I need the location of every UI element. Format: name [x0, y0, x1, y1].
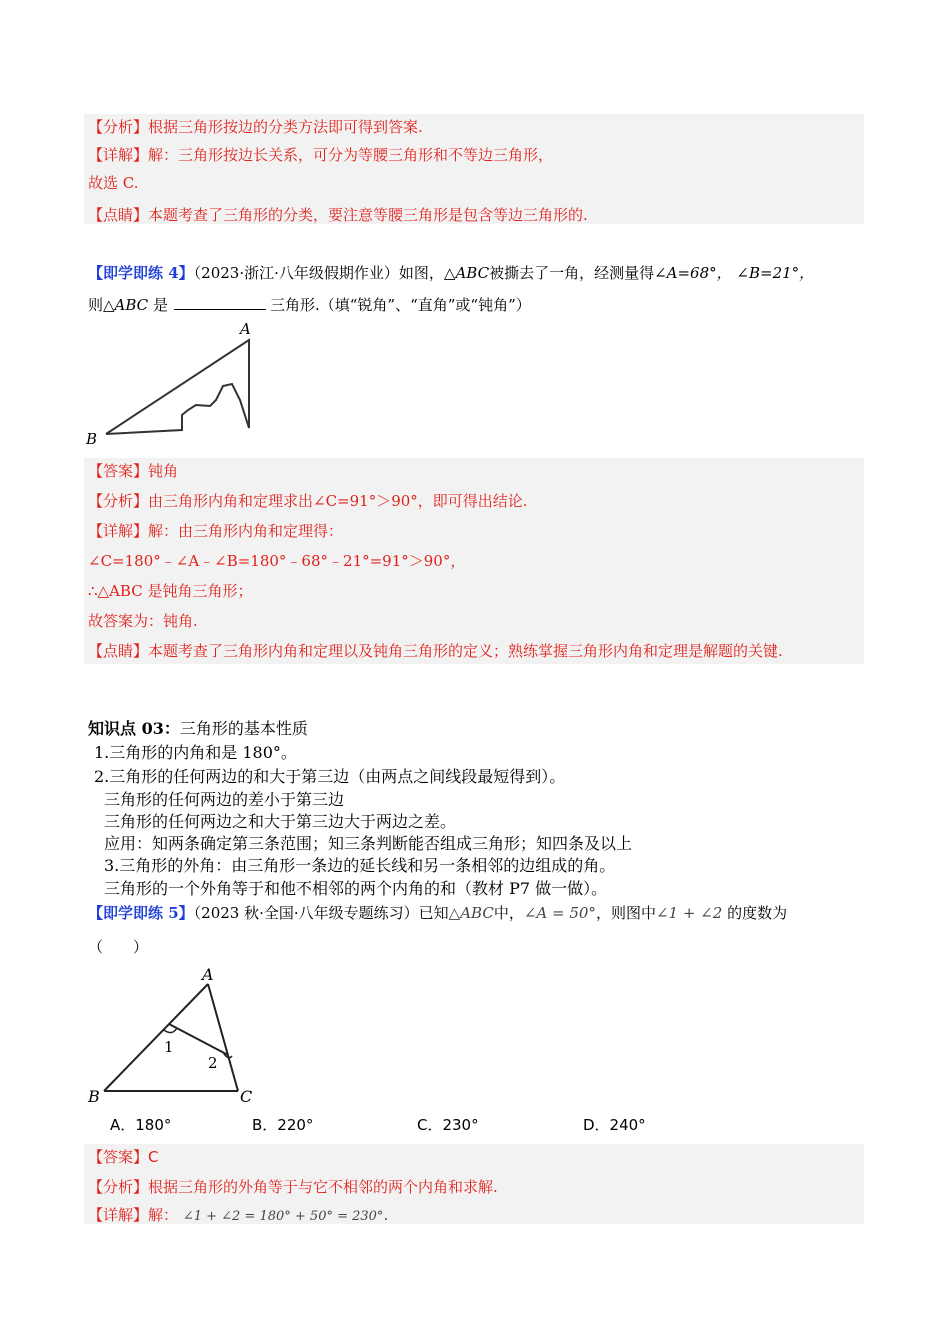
question-text: 三角形.（填“锐角”、“直角”或“钝角”）	[269, 296, 531, 314]
kp-text: 三角形的任何两边之和大于第三边大于两边之差。	[104, 812, 457, 831]
kp-text: 应用：知两条确定第三条范围；知三条判断能否组成三角形；知四条及以上	[104, 834, 633, 853]
angle-b: ∠B=21°，	[736, 264, 815, 282]
detail-text: 解：	[148, 1206, 179, 1224]
question-4-line-1	[88, 262, 814, 284]
kp-item-2c	[104, 833, 632, 855]
detail-end: .	[383, 1206, 389, 1224]
therefore-text: ∴△ABC 是钝角三角形；	[88, 582, 253, 600]
kp-item-2b	[104, 811, 456, 833]
question-source: （2023 秋·全国·八年级专题练习）	[193, 904, 419, 922]
question-4-line-2	[88, 294, 531, 316]
answer-paren[interactable]: （ ）	[88, 938, 149, 956]
angle-label-1: 1	[164, 1038, 174, 1056]
kp-item-2	[94, 766, 565, 788]
kp-text: 1.三角形的内角和是 180°。	[94, 743, 297, 762]
analysis-tag: 【分析】	[88, 118, 149, 136]
answer-blank[interactable]	[174, 295, 266, 310]
answer-tag: 【答案】	[88, 1148, 149, 1166]
kp-item-1	[94, 742, 297, 764]
analysis-text: 根据三角形按边的分类方法即可得到答案.	[148, 118, 423, 136]
detail-text: 解：由三角形内角和定理得：	[148, 522, 344, 540]
choice-text: 故选 C.	[88, 174, 139, 192]
note-line-1	[88, 204, 588, 226]
question-text: 是	[152, 296, 168, 314]
triangle-symbol: △ABC	[448, 904, 494, 922]
detail-line-4	[88, 520, 343, 542]
vertex-label-c: C	[240, 1087, 253, 1106]
kp-text: 三角形的任何两边的差小于第三边	[104, 790, 345, 809]
analysis-text: 根据三角形的外角等于与它不相邻的两个内角和求解.	[148, 1178, 498, 1196]
answer-text: 钝角	[148, 462, 179, 480]
analysis-line-5	[88, 1176, 498, 1198]
angle-condition: ∠A = 50°	[523, 904, 596, 922]
calc-line-4	[88, 550, 465, 572]
analysis-line-4	[88, 490, 528, 512]
knowledge-point-heading	[88, 718, 308, 740]
torn-triangle-shape	[106, 340, 249, 434]
option-text: D．240°	[583, 1116, 646, 1134]
angle-expression: ∠1 + ∠2	[655, 904, 723, 922]
question-text: 如图，	[398, 264, 444, 282]
kp-item-3a	[104, 878, 607, 900]
torn-triangle-figure	[80, 318, 280, 448]
analysis-text: 由三角形内角和定理求出∠C=91°＞90°，即可得出结论.	[148, 492, 528, 510]
answer-line-4	[88, 460, 178, 482]
calc-text: ∠C=180°﹣∠A﹣∠B=180°﹣68°﹣21°=91°＞90°，	[88, 552, 466, 570]
vertex-label-b: B	[86, 430, 98, 448]
note-text: 本题考查了三角形的分类，要注意等腰三角形是包含等边三角形的.	[148, 206, 588, 224]
note-tag: 【点睛】	[88, 206, 149, 224]
detail-tag: 【详解】	[88, 146, 149, 164]
question-text: ，则图中	[595, 904, 656, 922]
detail-line-5	[88, 1204, 388, 1228]
option-text: A．180°	[110, 1116, 172, 1134]
practice-label: 【即学即练 5】	[88, 904, 194, 922]
question-5-line-1	[88, 902, 787, 924]
detail-text: 解：三角形按边长关系，可分为等腰三角形和不等边三角形，	[148, 146, 554, 164]
triangle-figure-q5	[80, 960, 270, 1106]
answer-text: C	[148, 1148, 159, 1166]
final-text: 故答案为：钝角.	[88, 612, 198, 630]
practice-label: 【即学即练 4】	[88, 264, 194, 282]
answer-line-5	[88, 1146, 159, 1168]
choice-line-1	[88, 172, 138, 194]
kp-text: 三角形的一个外角等于和他不相邻的两个内角的和（教材 P7 做一做）。	[104, 879, 608, 898]
angle-label-2: 2	[208, 1054, 218, 1072]
knowledge-point-title: 三角形的基本性质	[179, 719, 308, 738]
knowledge-point-label: 知识点 03：	[88, 719, 180, 738]
note-line-4	[88, 640, 783, 662]
vertex-label-b: B	[88, 1087, 100, 1106]
detail-equation: ∠1 + ∠2 = 180° + 50° = 230°	[182, 1209, 384, 1224]
angle-a: ∠A=68°，	[654, 264, 732, 282]
kp-text: 2.三角形的任何两边的和大于第三边（由两点之间线段最短得到）。	[94, 767, 566, 786]
option-a[interactable]	[110, 1114, 171, 1136]
option-text: B．220°	[252, 1116, 314, 1134]
kp-text: 3.三角形的外角：由三角形一条边的延长线和另一条相邻的边组成的角。	[104, 856, 616, 875]
final-line-4	[88, 610, 198, 632]
option-c[interactable]	[417, 1114, 479, 1136]
answer-tag: 【答案】	[88, 462, 149, 480]
option-d[interactable]	[583, 1114, 646, 1136]
detail-line-1	[88, 144, 553, 166]
cut-segment	[169, 1024, 228, 1055]
question-source: （2023·浙江·八年级假期作业）	[193, 264, 399, 282]
question-text: 的度数为	[727, 904, 788, 922]
detail-tag: 【详解】	[88, 1206, 149, 1224]
option-b[interactable]	[252, 1114, 313, 1136]
option-text: C．230°	[417, 1116, 479, 1134]
detail-tag: 【详解】	[88, 522, 149, 540]
triangle-symbol: △ABC	[103, 296, 149, 314]
kp-item-2a	[104, 789, 344, 811]
question-5-line-2	[88, 936, 148, 958]
question-text: 被撕去了一角，经测量得	[489, 264, 655, 282]
vertex-label-a: A	[202, 965, 214, 984]
vertex-label-a: A	[240, 320, 251, 338]
question-text: 已知	[418, 904, 449, 922]
side-ab	[104, 984, 208, 1091]
question-text: 则	[88, 296, 104, 314]
analysis-line-1	[88, 116, 423, 138]
kp-item-3	[104, 855, 615, 877]
therefore-line-4	[88, 580, 252, 602]
analysis-tag: 【分析】	[88, 492, 149, 510]
side-ac	[208, 984, 238, 1091]
note-text: 本题考查了三角形内角和定理以及钝角三角形的定义；熟练掌握三角形内角和定理是解题的关键.	[148, 642, 783, 660]
question-text: 中，	[493, 904, 524, 922]
analysis-tag: 【分析】	[88, 1178, 149, 1196]
triangle-symbol: △ABC	[443, 264, 490, 282]
note-tag: 【点睛】	[88, 642, 149, 660]
